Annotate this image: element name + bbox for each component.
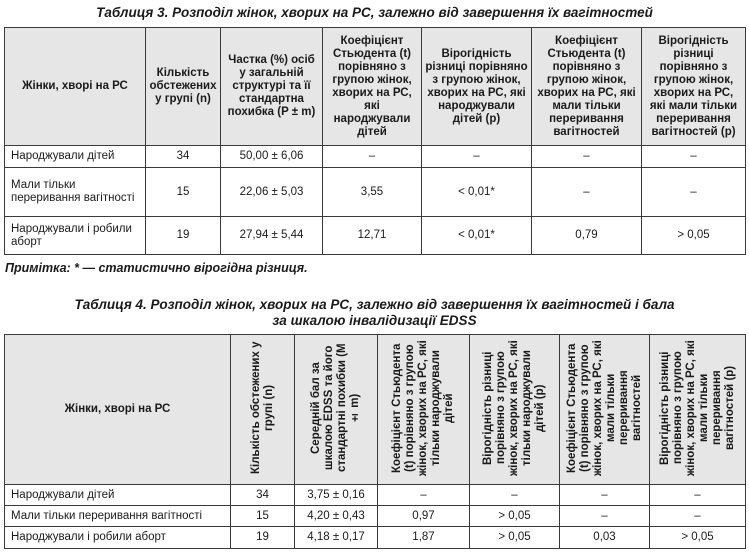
table-cell: 19 [146,217,221,255]
table3-header: Кількість обстежених у групі (n) [146,28,221,146]
table4-header: Коефіцієнт Стьюдента (t) порівняно з групою жінок, хворих на РС, які мали тільки переривання вагітностей [565,339,643,476]
table4-caption-line1: Таблиця 4. Розподіл жінок, хворих на РС, залежно від завершення їх вагітностей і бала [74,297,675,312]
table4-header: Середній бал за шкалою EDSS та його стандартні похибки (М ± m) [310,343,361,472]
table-cell: Народжували і робили аборт [5,217,146,255]
table-cell: 4,18 ± 0,17 [295,527,378,549]
table3-caption: Таблиця 3. Розподіл жінок, хворих на РС, залежно від завершення їх вагітностей [96,5,653,20]
table4-header: Жінки, хворі на РС [5,335,231,485]
table-cell: Мали тільки переривання вагітності [5,168,146,217]
table4-caption-line2: за шкалою інвалідизації EDSS [272,313,477,328]
table4-header-vertical [470,335,560,485]
table4-header-vertical [231,335,295,485]
table3-header: Частка (%) осіб у загальній структурі та її стандартна похибка (P ± m) [221,28,323,146]
table4-header: Коефіцієнт Стьюдента (t) порівняно з групою жінок, хворих на РС, які тільки народжували дітей [391,339,455,476]
table-cell: > 0,05 [650,527,746,549]
table4-header: Вірогідність різниці порівняно з групою жінок, хворих на РС, які тільки народжували дітей (р) [482,339,546,476]
table3-header: Коефіцієнт Стьюдента (t) порівняно з групою жінок, хворих на РС, які мали тільки переривання вагітностей [532,28,642,146]
table4 [4,334,746,549]
table-cell: < 0,01* [422,217,532,255]
table-row [5,168,746,217]
table4-header-vertical [560,335,650,485]
table-cell: – [532,146,642,168]
table-cell: 50,00 ± 6,06 [221,146,323,168]
table-cell: 12,71 [323,217,422,255]
table-cell: > 0,05 [470,527,560,549]
table-row [5,146,746,168]
table-cell: 0,79 [532,217,642,255]
table4-header-vertical [650,335,746,485]
table-cell: – [560,506,650,527]
table-cell: 15 [231,506,295,527]
table-cell: – [378,485,470,506]
table3-header: Коефіцієнт Стьюдента (t) порівняно з групою жінок, хворих на РС, які народжували дітей [323,28,422,146]
table-cell: Народжували дітей [5,485,231,506]
table-cell: 0,97 [378,506,470,527]
table-cell: 34 [146,146,221,168]
table-cell: – [323,146,422,168]
table-cell: Народжували дітей [5,146,146,168]
table-cell: – [470,485,560,506]
table3-header: Вірогідність різниці порівняно з групою жінок, хворих на РС, які народжували дітей (р) [422,28,532,146]
table-row [5,506,746,527]
table-cell: 0,03 [560,527,650,549]
table4-header-vertical [295,335,378,485]
table-row [5,485,746,506]
table3-header-row [5,28,746,146]
table-row [5,527,746,549]
table-row [5,217,746,255]
table-cell: 1,87 [378,527,470,549]
table4-header: Вірогідність різниці порівняно з групою жінок, хворих на РС, які мали тільки переривання вагітностей (р) [658,339,736,476]
table4-header-row [5,335,746,485]
table-cell: 4,20 ± 0,43 [295,506,378,527]
table-cell: – [560,485,650,506]
table-cell: 3,75 ± 0,16 [295,485,378,506]
table-cell: 34 [231,485,295,506]
table-cell: – [642,146,746,168]
footnote: Примітка: * — статистично вірогідна різниця. [5,261,308,275]
table-cell: – [422,146,532,168]
table-cell: Мали тільки переривання вагітності [5,506,231,527]
table-cell: 27,94 ± 5,44 [221,217,323,255]
table-cell: > 0,05 [470,506,560,527]
table-cell: – [532,168,642,217]
table-cell: 19 [231,527,295,549]
table-cell: 15 [146,168,221,217]
table4-header: Кількість обстежених у групі (n) [249,341,275,474]
table4-header-vertical [378,335,470,485]
table-cell: < 0,01* [422,168,532,217]
table-cell: – [650,506,746,527]
table3-header: Вірогідність різниці порівняно з групою жінок, хворих на РС, які мали тільки переривання вагітностей (р) [642,28,746,146]
table-cell: > 0,05 [642,217,746,255]
table-cell: 22,06 ± 5,03 [221,168,323,217]
table3-header: Жінки, хворі на РС [5,28,146,146]
table3 [4,27,746,255]
table-cell: Народжували і робили аборт [5,527,231,549]
table-cell: – [650,485,746,506]
table-cell: – [642,168,746,217]
table-cell: 3,55 [323,168,422,217]
